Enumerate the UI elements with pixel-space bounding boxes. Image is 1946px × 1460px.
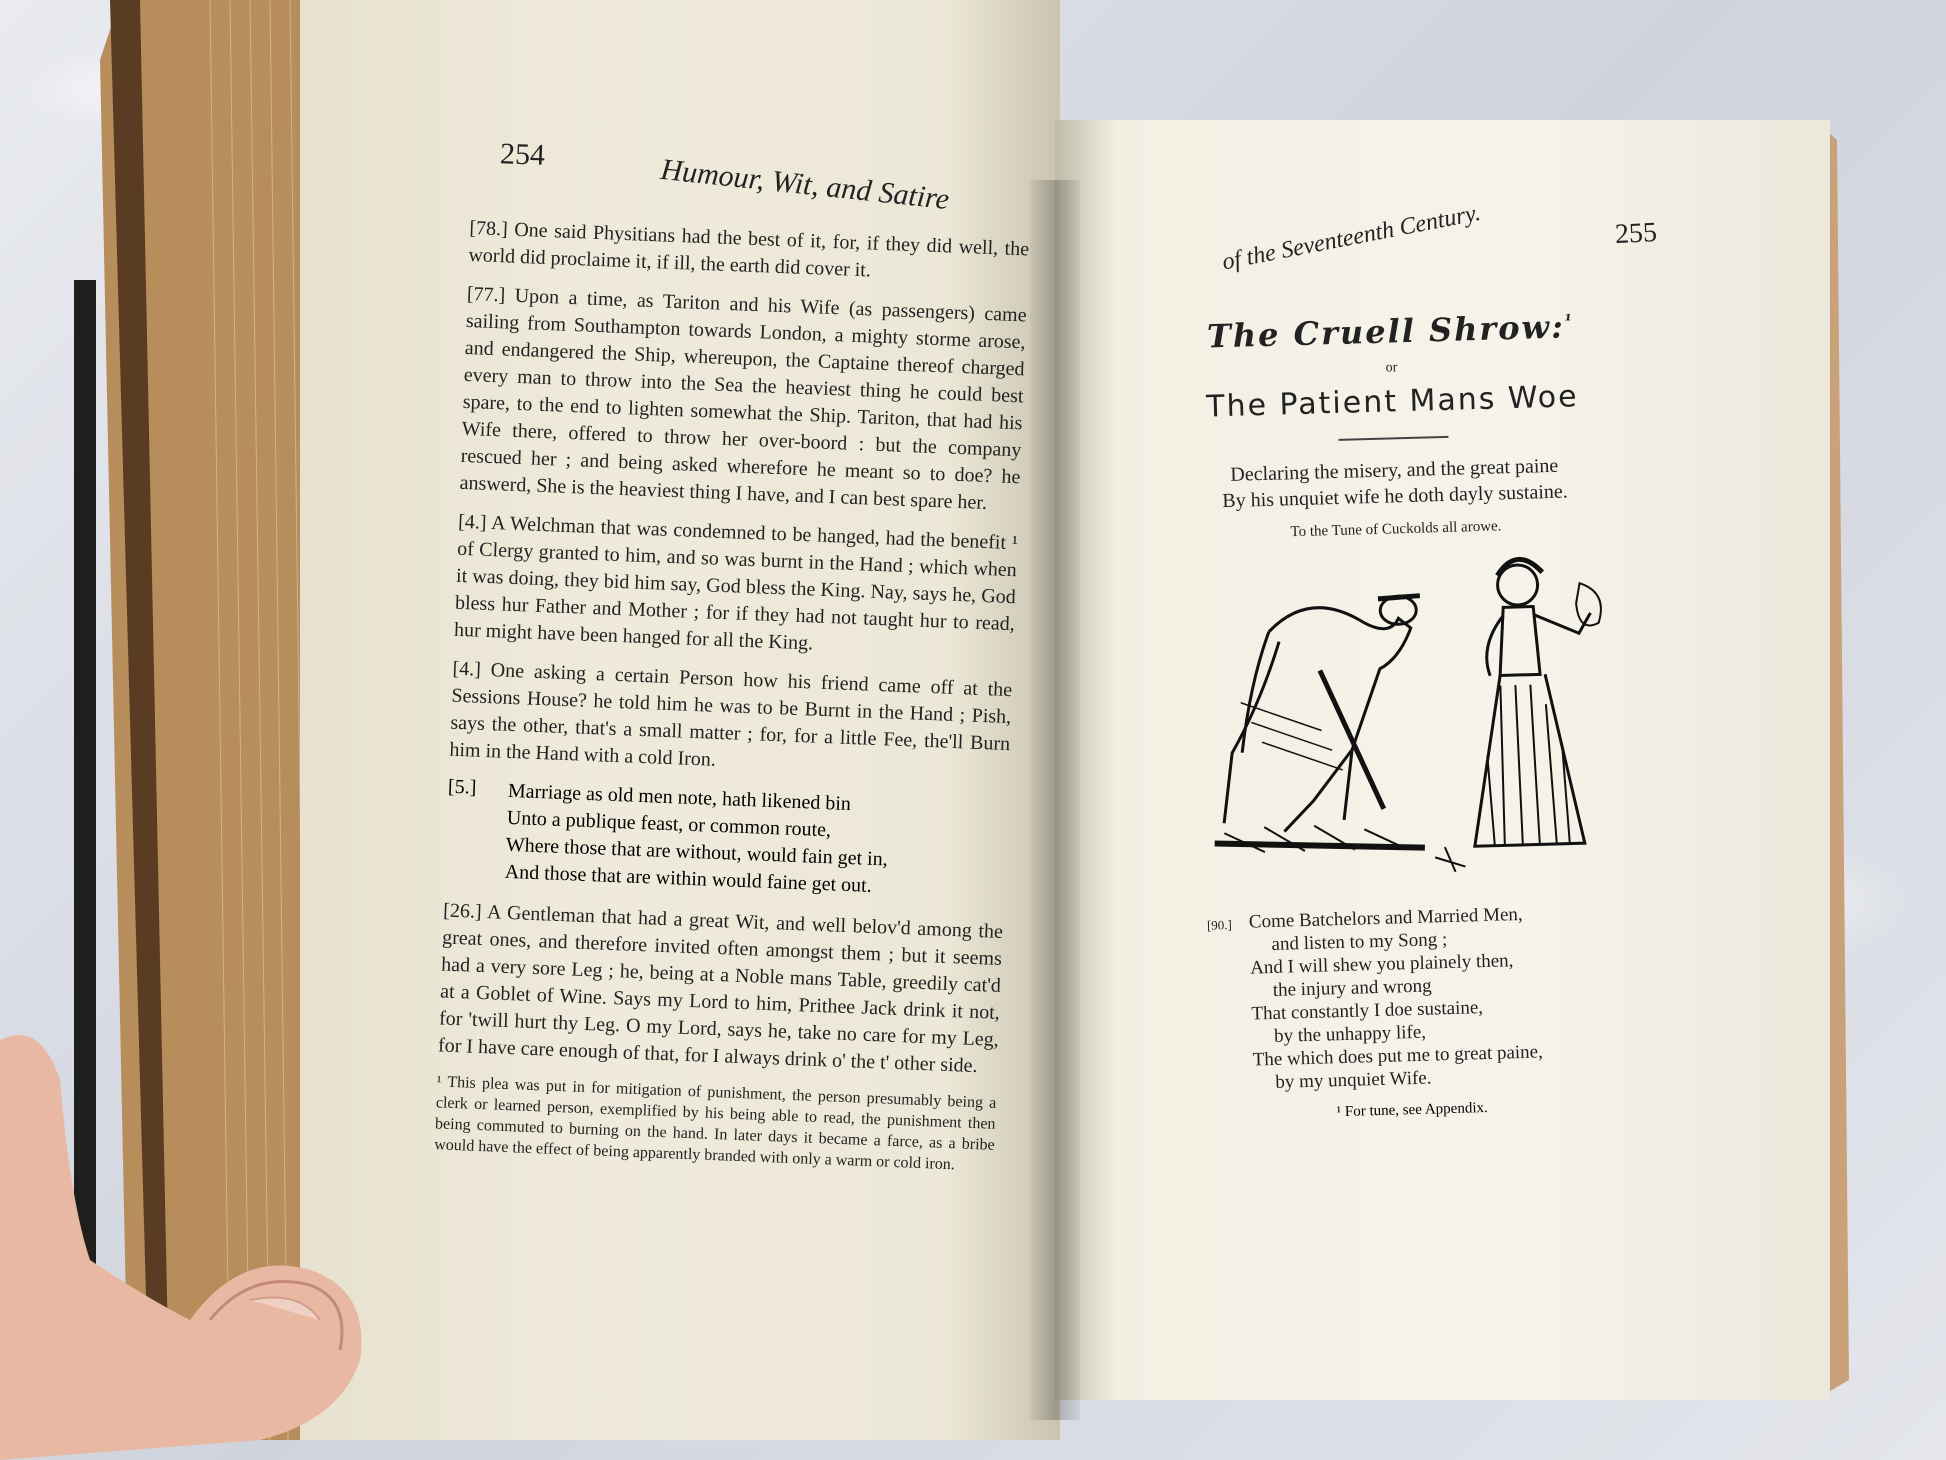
right-page-number: 255: [1614, 216, 1658, 251]
left-paragraph: [77.] Upon a time, as Tariton and his Wife (as passengers) came sailing from Southampton towards London, a mighty storme arose, and endangered the Ship, whereupon, the Captaine thereof charged every man to throw into the Sea the heaviest thing he could best spare, to the end to lighten somewhat the Ship. Tariton, that had his Wife there, offered to throw her over-boord : but the company rescued her ; and being asked wherefore he meant so to doe? he answerd, She is the heaviest thing I have, and I can best spare her.: [459, 282, 1027, 515]
verse-line: Unto a publique feast, or common route,: [506, 806, 832, 842]
song-line: by my unquiet Wife.: [1275, 1067, 1432, 1093]
left-running-head: Humour, Wit, and Satire: [659, 152, 951, 217]
ballad-song: [1207, 901, 1612, 1096]
song-line: That constantly I doe sustaine,: [1251, 997, 1484, 1025]
song-line: Come Batchelors and Married Men,: [1248, 903, 1523, 933]
left-paragraph: [26.] A Gentleman that had a great Wit, and well belov'd among the great ones, and therefore invited often amongst them ; but it seems had a very sore Leg ; he, being at a Noble mans Table, greedily cat'd at a Goblet of Wine. Says my Lord to him, Prithee Jack drink it not, for 'twill hurt thy Leg. O my Lord, says he, take no care for my Leg, for I have care enough of that, for I always drink o' the t' other side.: [437, 899, 1004, 1078]
verse-line: Marriage as old men note, hath likened bin: [507, 779, 852, 816]
left-page-body: [433, 215, 1029, 1189]
left-paragraph: [4.] One asking a certain Person how his friend came off at the Sessions House? he told him he was to be Burnt in the Hand ; Pish, says the other, that's a small matter ; for, for a little Fee, the'll Burn him in the Hand with a cold Iron.: [449, 657, 1013, 771]
or-label: or: [1385, 360, 1398, 376]
hand: [0, 1000, 420, 1460]
gutter-shadow: [1030, 180, 1080, 1420]
ballad-title-text: The Cruell Shrow:: [1206, 307, 1566, 356]
woodcut-illustration: [1197, 542, 1626, 894]
song-line: and listen to my Song ;: [1271, 929, 1448, 955]
right-page-body: [1190, 307, 1612, 1125]
song-line: And I will shew you plainely then,: [1249, 950, 1514, 979]
ballad-subtitle: The Patient Mans Woe: [1205, 379, 1580, 425]
left-footnote: ¹ This plea was put in for mitigation of punishment, the person presumably being a clerk or learned person, exemplified by his being able to read, the punishment then being commuted to burning on the hand. In later days it became a farce, as a bribe would have the effect of being apparently branded with only a warm or cold iron.: [433, 1073, 997, 1174]
verse-number: [5.]: [447, 775, 477, 799]
right-running-head: of the Seventeenth Century.: [1220, 199, 1483, 276]
ballad-title-mark: ¹: [1564, 310, 1574, 330]
right-footnote: ¹ For tune, see Appendix.: [1336, 1099, 1488, 1121]
song-number: [90.]: [1206, 917, 1233, 933]
verse-line: And those that are within would faine get out.: [504, 860, 873, 897]
title-rule: [1338, 436, 1448, 441]
verse-line: Where those that are without, would fain get in,: [505, 833, 889, 871]
ballad-description-line: Declaring the misery, and the great paine: [1230, 454, 1559, 486]
left-page-number: 254: [499, 137, 546, 172]
ballad-tune: To the Tune of Cuckolds all arowe.: [1290, 518, 1502, 541]
song-line: by the unhappy life,: [1273, 1021, 1427, 1047]
left-verse: [444, 776, 1008, 905]
song-line: the injury and wrong: [1272, 975, 1432, 1001]
left-paragraph: [4.] A Welchman that was condemned to be hanged, had the benefit ¹ of Clergy granted to him, and so was burnt in the Hand ; which when it was doing, they bid him say, God bless the King. Nay, says he, God bless hur Father and Mother ; for if they had not taught hur to read, hur might have been hanged for all the King.: [453, 510, 1019, 655]
left-paragraph: [78.] One said Physitians had the best of it, for, if they did well, the world did proclaime it, if ill, the earth did cover it.: [468, 216, 1030, 282]
ballad-description-line: By his unquiet wife he doth dayly sustaine.: [1222, 480, 1569, 513]
song-line: The which does put me to great paine,: [1252, 1041, 1544, 1071]
